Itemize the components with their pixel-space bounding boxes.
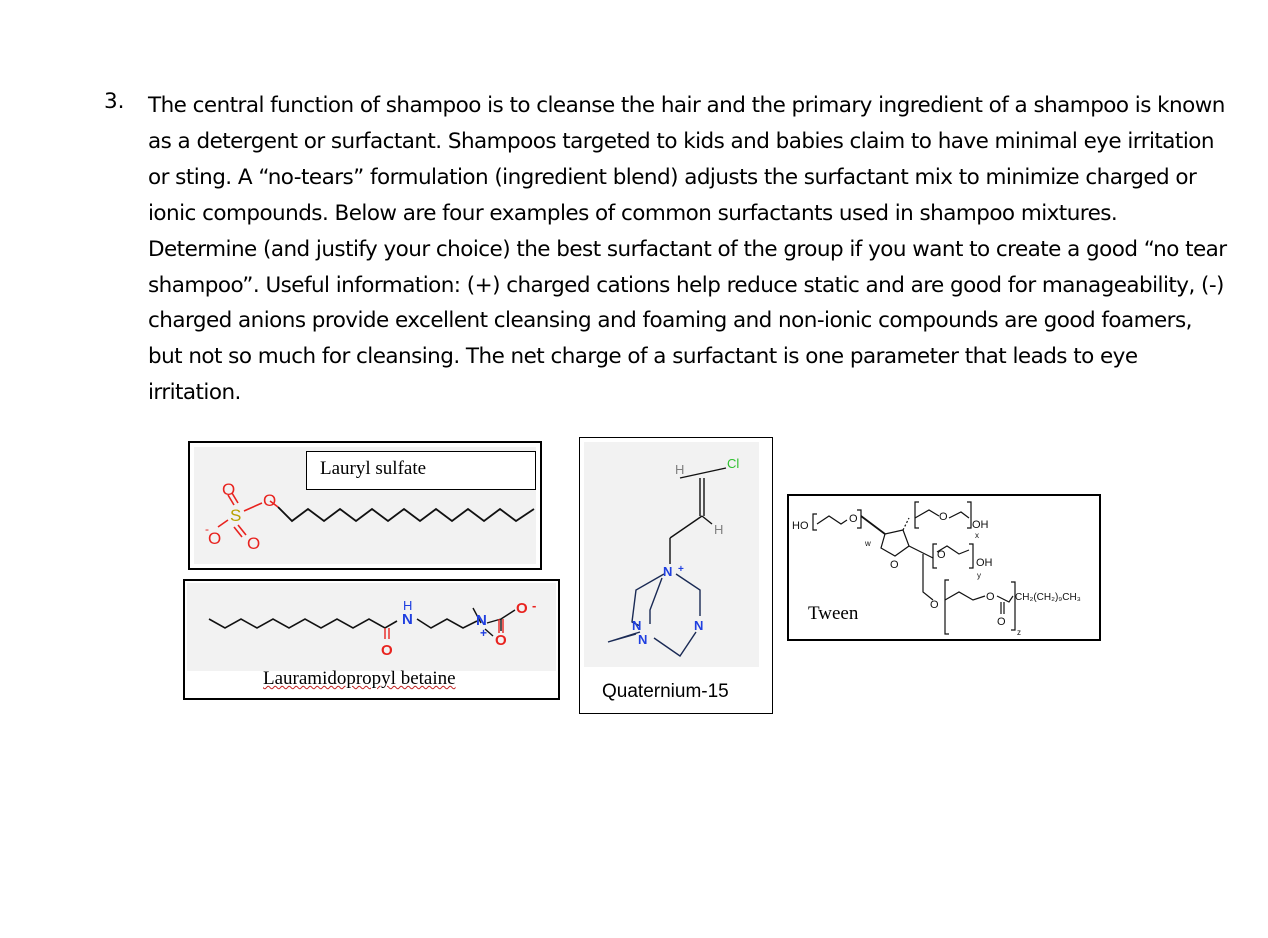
question-block <box>0 0 1268 420</box>
lauryl-sulfate-label: Lauryl sulfate <box>306 451 536 490</box>
tween-oh2: OH <box>976 557 993 569</box>
quat-n-plus: N <box>663 564 673 579</box>
tween-o5: O <box>986 591 995 603</box>
betaine-h: H <box>403 598 413 613</box>
lauryl-o-neg: O <box>208 529 222 548</box>
tween-oh1: OH <box>972 519 989 531</box>
lauryl-minus: - <box>205 522 209 536</box>
quat-h2: H <box>714 522 724 537</box>
betaine-plus: + <box>480 626 488 640</box>
question-text: The central function of shampoo is to cleanse the hair and the primary ingredient of a shampoo is known as a detergent or surfactant. Shampoos targeted to kids and babies claim to have minimal eye irritation or sting. A “no-tears” formulation (ingredient blend) adjusts the surfactant mix to minimize charged or ionic compounds. Below are four examples of common surfactants used in shampoo mixtures. Determine (and justify your choice) the best surfactant of the group if you want to create a good “no tear shampoo”. Useful information: (+) charged cations help reduce static and are good for manageability, (-) charged anions provide excellent cleansing and foaming and non-ionic compounds are good foamers, but not so much for cleansing. The net charge of a surfactant is one parameter that leads to eye irritation. <box>148 93 1227 406</box>
lauryl-o-top: O <box>222 480 236 499</box>
tween-y: y <box>977 571 981 580</box>
quaternium-label: Quaternium-15 <box>602 681 729 702</box>
quat-cl: Cl <box>727 456 740 471</box>
betaine-o-neg: O <box>516 600 528 617</box>
tween-ho: HO <box>792 520 809 532</box>
tween-o2: O <box>939 511 948 523</box>
tween-o4: O <box>930 599 939 611</box>
betaine-minus: - <box>532 598 537 613</box>
tween-o-ring: O <box>890 559 899 571</box>
tween-o3: O <box>937 549 946 561</box>
quaternium-structure <box>580 438 771 712</box>
tween-z: z <box>1017 628 1021 637</box>
betaine-o-carbonyl: O <box>495 632 507 649</box>
tween-o1: O <box>849 513 858 525</box>
question-number: 3. <box>104 89 125 114</box>
lauryl-o-bottom: O <box>247 534 261 553</box>
betaine-o-amide: O <box>381 642 393 659</box>
lauryl-sulfur: S <box>230 506 242 525</box>
quat-n-bottom: N <box>638 632 648 647</box>
quat-plus: + <box>678 564 684 575</box>
quat-h1: H <box>675 462 685 477</box>
tween-tail: CH₂(CH₂)₉CH₃ <box>1015 592 1081 603</box>
betaine-label <box>263 668 456 690</box>
lauryl-o-link: O <box>263 491 277 510</box>
betaine-n-plus: N <box>476 612 487 629</box>
tween-label: Tween <box>808 603 859 624</box>
quaternium-panel <box>579 437 773 714</box>
tween-w: w <box>865 539 871 548</box>
tween-x: x <box>975 531 979 540</box>
quat-n-left: N <box>632 618 642 633</box>
betaine-label-text: Lauramidopropyl betaine <box>263 668 456 689</box>
quat-n-right: N <box>694 618 704 633</box>
betaine-n-amide: N <box>402 611 413 628</box>
tween-o-ester: O <box>997 616 1006 628</box>
